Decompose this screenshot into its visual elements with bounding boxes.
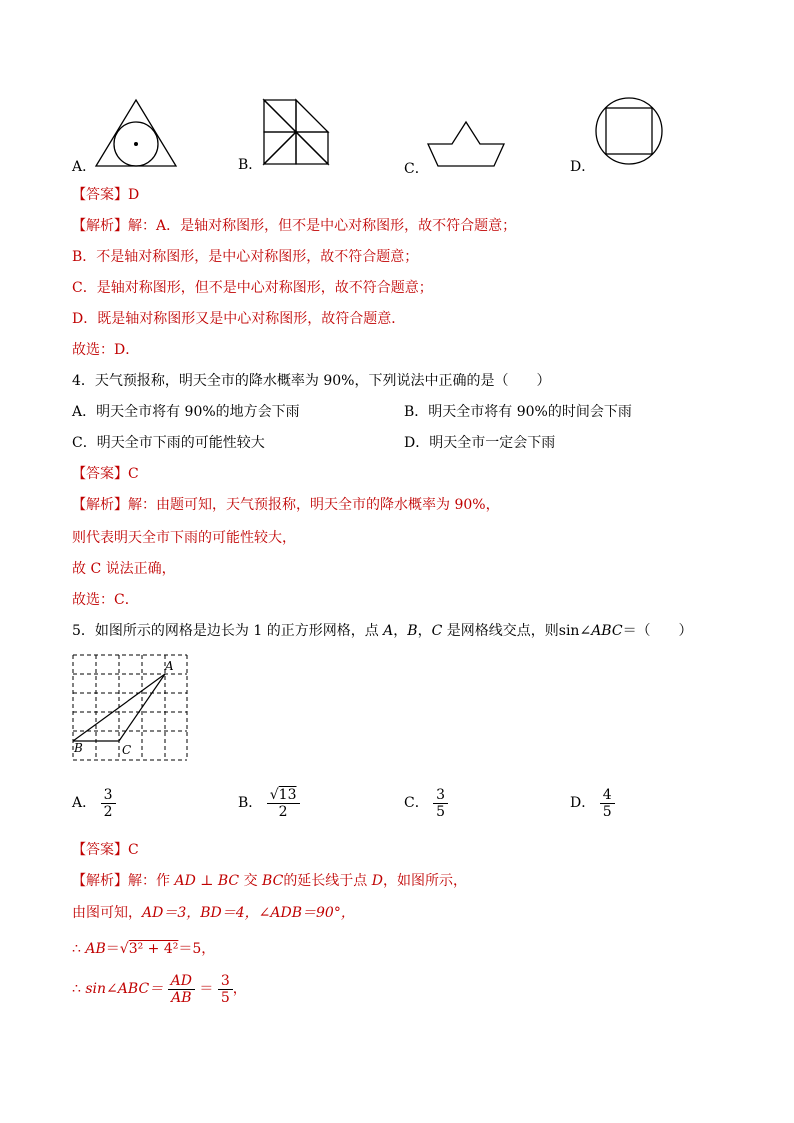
q4-option-d: D．明天全市一定会下雨 (404, 435, 556, 451)
point-b-label: B (74, 741, 83, 755)
fraction: $\frac{4}{5}$ (600, 787, 615, 820)
q5-analysis-line-1: 【解析】解：作 AD ⊥ BC 交 BC的延长线于点 D，如图所示， (72, 873, 467, 889)
q4-option-c: C．明天全市下雨的可能性较大 (72, 435, 265, 451)
answer-value: D (128, 187, 140, 203)
q5-analysis-line-4: ∴ sin∠ABC＝ $\frac{AD}{AB}$ ＝ $\frac{3}{5}$ ， (72, 972, 247, 1006)
q5-analysis-line-3: ∴ AB＝√3² + 4²＝5， (72, 941, 216, 957)
sqrt-icon: √ (269, 786, 279, 803)
fraction: $\frac{3}{5}$ (433, 787, 448, 820)
answer-tag: 【答案】 (72, 187, 128, 203)
answer-tag: 【答案】 (72, 466, 128, 482)
answer-value: C (128, 466, 139, 482)
q4-stem: 4．天气预报称，明天全市的降水概率为 90%，下列说法中正确的是（ ） (72, 373, 551, 389)
fraction: $\frac{3}{2}$ (101, 787, 116, 820)
analysis-tag: 【解析】 (72, 218, 128, 234)
q5-analysis-line-2: 由图可知，AD＝3，BD＝4，∠ADB＝90°， (72, 905, 355, 921)
q5-option-a: A． $\frac{3}{2}$ (72, 784, 116, 822)
option-d-figure (594, 96, 666, 168)
q3-analysis-conclusion: 故选：D． (72, 342, 140, 358)
q5-answer (72, 841, 139, 859)
q4-analysis-line-2: 则代表明天全市下雨的可能性较大， (72, 530, 296, 546)
q4-option-b: B．明天全市将有 90%的时间会下雨 (404, 404, 632, 420)
q3-analysis-line-2: B．不是轴对称图形，是中心对称图形，故不符合题意； (72, 249, 419, 265)
q3-analysis-line-1: 【解析】解：A．是轴对称图形，但不是中心对称图形，故不符合题意； (72, 218, 517, 234)
grid-figure (72, 654, 192, 766)
q4-analysis-line-3: 故 C 说法正确， (72, 561, 176, 577)
q5-option-d: D． $\frac{4}{5}$ (570, 784, 615, 822)
q4-analysis-conclusion: 故选：C． (72, 592, 139, 608)
option-b-figure (262, 98, 332, 168)
q4-option-a: A．明天全市将有 90%的地方会下雨 (72, 404, 300, 420)
answer-value: C (128, 842, 139, 858)
option-b-label: B． (238, 157, 263, 173)
q3-analysis-line-3: C．是轴对称图形，但不是中心对称图形，故不符合题意； (72, 280, 433, 296)
q3-analysis-line-4: D．既是轴对称图形又是中心对称图形，故符合题意． (72, 311, 406, 327)
q5-option-c: C． $\frac{3}{5}$ (404, 784, 448, 822)
option-c-figure (426, 120, 506, 170)
analysis-tag: 【解析】 (72, 873, 128, 889)
option-c-label: C． (404, 161, 429, 177)
q4-analysis-line-1: 【解析】解：由题可知，天气预报称，明天全市的降水概率为 90%， (72, 497, 500, 513)
point-c-label: C (122, 743, 132, 757)
q5-option-b: B． $\frac{√13}{2}$ (238, 784, 300, 822)
fraction: $\frac{√13}{2}$ (267, 787, 300, 820)
analysis-tag: 【解析】 (72, 497, 128, 513)
option-a-figure (94, 98, 178, 170)
q5-stem: 5．如图所示的网格是边长为 1 的正方形网格，点 A，B，C 是网格线交点，则sin∠ABC＝（ ） (72, 623, 693, 639)
fraction: $\frac{3}{5}$ (218, 973, 233, 1006)
answer-tag: 【答案】 (72, 842, 128, 858)
q4-answer (72, 465, 139, 483)
q3-answer (72, 186, 139, 204)
fraction: $\frac{AD}{AB}$ (168, 973, 195, 1006)
sqrt-icon: √ (119, 941, 129, 957)
option-d-label: D． (570, 159, 596, 175)
point-a-label: A (165, 659, 174, 673)
option-a-label: A． (72, 159, 97, 175)
